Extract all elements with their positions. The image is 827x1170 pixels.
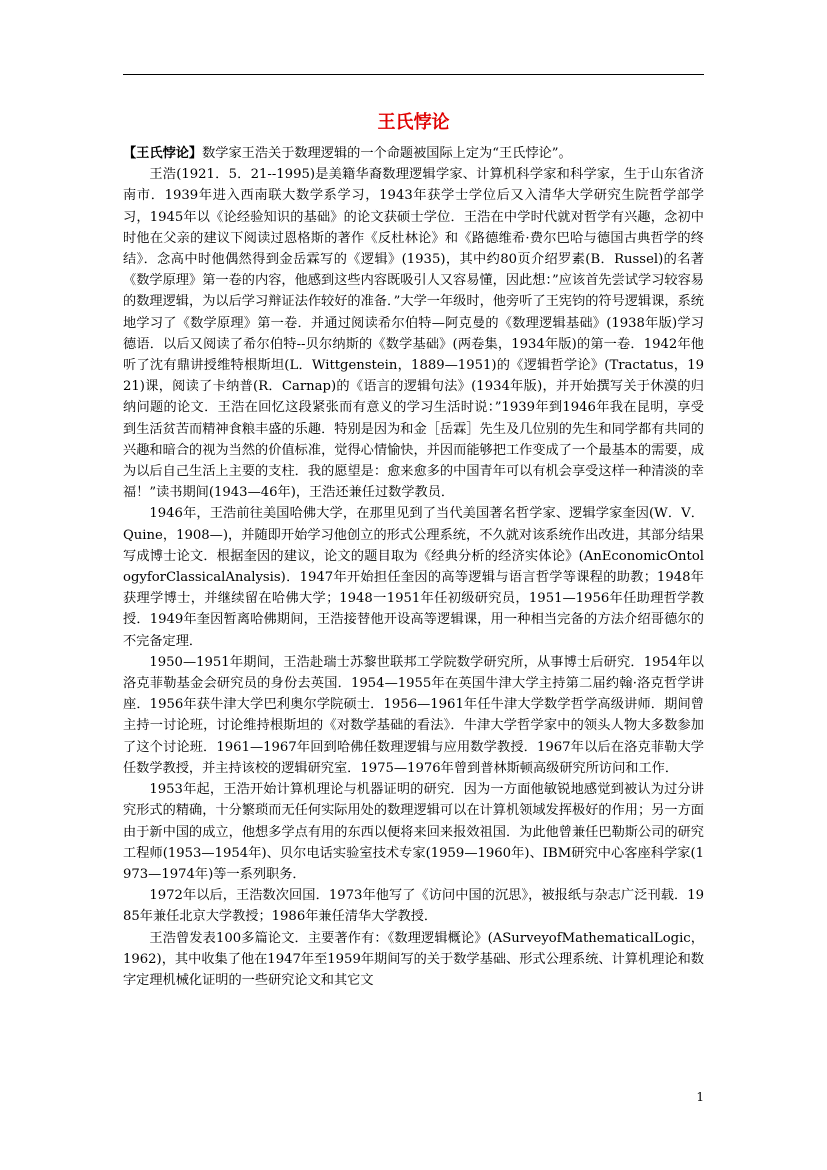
- paragraph-biography: 王浩(1921．5．21--1995)是美籍华裔数理逻辑学家、计算机科学家和科学家，生于山东省济南市．1939年进入西南联大数学系学习，1943年获学士学位后又入清华大学研究生院哲学部学习，1945年以《论经验知识的基础》的论文获硕士学位．王浩在中学时代就对哲学有兴趣，念初中时他在父亲的建议下阅读过恩格斯的著作《反杜林论》和《路德维希·费尔巴哈与德国古典哲学的终结》．念高中时他偶然得到金岳霖写的《逻辑》(1935)，其中约80页介绍罗素(B．Russel)的名著《数学原理》第一卷的内容，他感到这些内容既吸引人又容易懂，因此想：”应该首先尝试学习较容易的数理逻辑，为以后学习辩证法作较好的准备．”大学一年级时，他旁听了王宪钧的符号逻辑课，系统地学习了《数学原理》第一卷．并通过阅读希尔伯特—阿克曼的《数理逻辑基础》(1938年版)学习德语．以后又阅读了希尔伯特--贝尔纳斯的《数学基础》(两卷集，1934年版)的第一卷．1942年他听了沈有鼎讲授维特根斯坦(L．Wittgenstein，1889—1951)的《逻辑哲学论》(Tractatus，1921)课，阅读了卡纳普(R．Carnap)的《语言的逻辑句法》(1934年版)，并开始撰写关于休漠的归纳问题的论文．王浩在回忆这段紧张而有意义的学习生活时说：”1939年到1946年我在昆明，享受到生活贫苦而精神食粮丰盛的乐趣．特别是因为和金［岳霖］先生及几位别的先生和同学都有共同的兴趣和暗合的视为当然的价值标准，觉得心情愉快，并因而能够把工作变成了一个最基本的需要，成为以后自己生活上主要的支柱．我的愿望是：愈来愈多的中国青年可以有机会享受这样一种清淡的幸福！”读书期间(1943—46年)，王浩还兼任过数学教员．: [123, 167, 704, 501]
- document-title: 王氏悖论: [377, 112, 450, 133]
- intro-text: 数学家王浩关于数理逻辑的一个命题被国际上定为“王氏悖论”。: [202, 146, 572, 161]
- intro-tag: 【王氏悖论】: [123, 146, 203, 161]
- paragraph-publications: 王浩曾发表100多篇论文．主要著作有：《数理逻辑概论》(ASurveyofMathematicalLogic，1962)，其中收集了他在1947年至1959年期间写的关于数学基础、形式公理系统、计算机理论和数字定理机械化证明的一些研究论文和其它文: [123, 930, 704, 988]
- header-rule: [123, 74, 704, 75]
- paragraph-china-visits: 1972年以后，王浩数次回国．1973年他写了《访问中国的沉思》，被报纸与杂志广泛刊载．1985年兼任北京大学教授；1986年兼任清华大学教授．: [123, 888, 704, 925]
- document-body: [123, 143, 704, 991]
- paragraph-europe: 1950—1951年期间，王浩赴瑞士苏黎世联邦工学院数学研究所，从事博士后研究．1954年以洛克菲勒基金会研究员的身份去英国．1954—1955年在英国牛津大学主持第二届约翰·洛克哲学讲座．1956年获牛津大学巴利奥尔学院硕士．1956—1961年任牛津大学数学哲学高级讲师．期间曾主持一讨论班，讨论维持根斯坦的《对数学基础的看法》．牛津大学哲学家中的领头人物大多数参加了这个讨论班．1961—1967年回到哈佛任数理逻辑与应用数学教授．1967年以后在洛克菲勒大学任数学教授，并主持该校的逻辑研究室．1975—1976年曾到普林斯顿高级研究所访问和工作．: [123, 654, 704, 776]
- paragraph-computing: 1953年起，王浩开始计算机理论与机器证明的研究．因为一方面他敏锐地感觉到被认为过分讲究形式的精确，十分繁琐而无任何实际用处的数理逻辑可以在计算机领域发挥极好的作用；另一方面由于新中国的成立，他想多学点有用的东西以便将来回来报效祖国．为此他曾兼任巴勒斯公司的研究工程师(1953—1954年)、贝尔电话实验室技术专家(1959—1960年)、IBM研究中心客座科学家(1973—1974年)等一系列职务．: [123, 782, 704, 882]
- page-number: 1: [696, 1090, 704, 1104]
- intro-paragraph: [123, 143, 704, 164]
- paragraph-harvard: 1946年，王浩前往美国哈佛大学，在那里见到了当代美国著名哲学家、逻辑学家奎因(W．V．Quine，1908—)，并随即开始学习他创立的形式公理系统，不久就对该系统作出改进，其部分结果写成博士论文．根据奎因的建议，论文的题目取为《经典分析的经济实体论》(AnEconomicOntologyforClassicalAnalysis)．1947年开始担任奎因的高等逻辑与语言哲学等课程的助教；1948年获理学博士，并继续留在哈佛大学；1948一1951年任初级研究员，1951—1956年任助理哲学教授．1949年奎因暂离哈佛期间，王浩接替他开设高等逻辑课，用一种相当完备的方法介绍哥德尔的不完备定理．: [123, 506, 704, 649]
